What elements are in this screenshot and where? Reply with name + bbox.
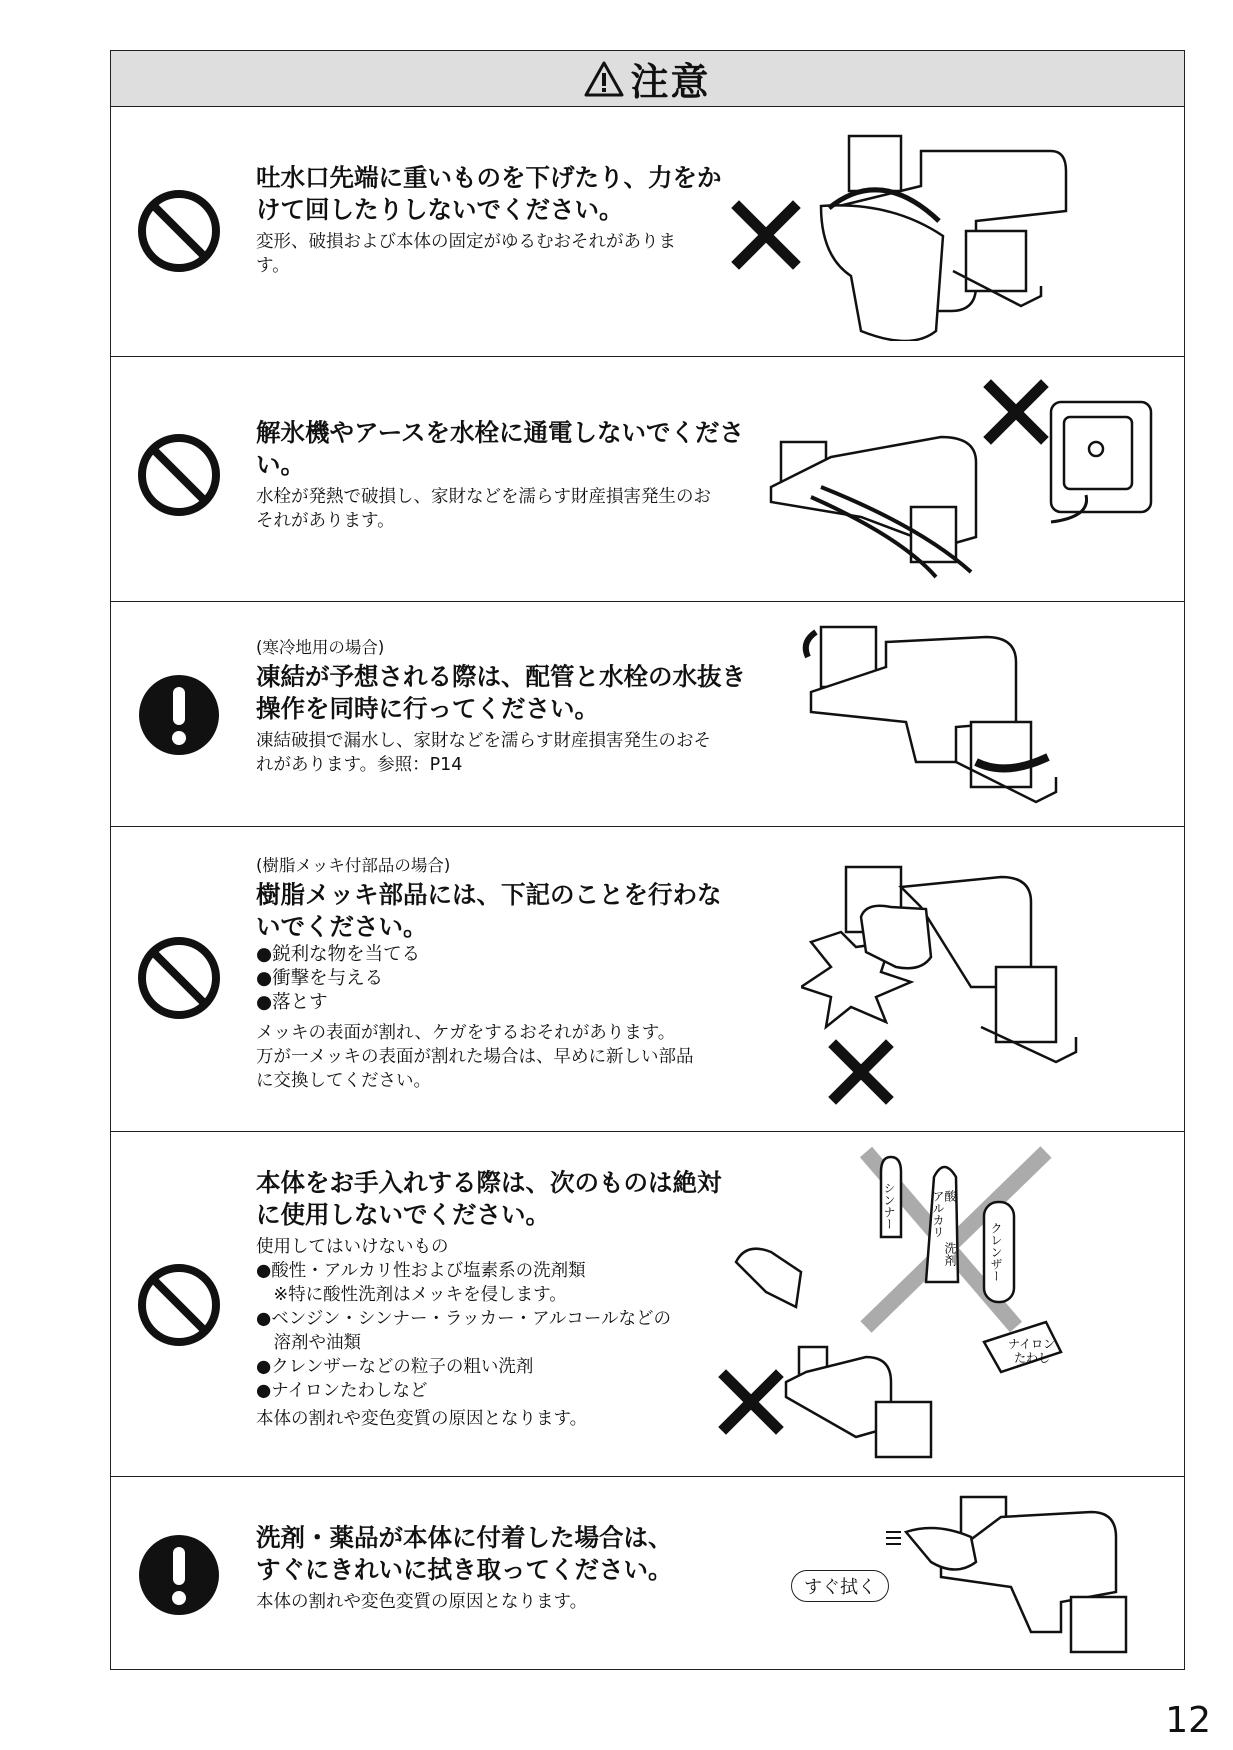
section-text <box>256 637 796 777</box>
headline-line: い。 <box>256 450 305 479</box>
list-title: 使用してはいけないもの <box>256 1237 449 1257</box>
mandatory-action-icon <box>136 1532 222 1618</box>
list-item: ●クレンザーなどの粒子の粗い洗剤 <box>256 1357 534 1377</box>
headline-line: 操作を同時に行ってください。 <box>256 694 599 723</box>
headline-line: けて回したりしないでください。 <box>256 195 624 224</box>
warning-triangle-icon <box>584 61 624 97</box>
thinner-label: シンナー <box>882 1182 896 1230</box>
bullet-item: ●衝撃を与える <box>256 968 384 989</box>
prohibition-icon <box>136 935 222 1021</box>
list-item: ※特に酸性洗剤はメッキを侵します。 <box>256 1285 567 1305</box>
mandatory-action-icon <box>136 672 222 758</box>
faucet-drain-handles-illustration <box>776 612 1166 817</box>
note-line: それがあります。 <box>256 511 395 531</box>
headline-line: に使用しないでください。 <box>256 1200 550 1229</box>
faucet-impact-illustration <box>801 847 1176 1117</box>
section-text <box>256 417 796 533</box>
note-line: に交換してください。 <box>256 1071 431 1091</box>
section-wipe-off <box>111 1476 1184 1671</box>
section-cleaning-agents <box>111 1131 1184 1476</box>
headline-line: 解氷機やアースを水栓に通電しないでくださ <box>256 418 745 447</box>
scrubber-label: たわし <box>1014 1351 1051 1365</box>
prohibition-icon <box>136 1262 222 1348</box>
section-heavy-objects <box>111 106 1184 356</box>
caution-title: 注意 <box>630 60 711 104</box>
prohibited-cleaners-illustration <box>716 1142 1181 1472</box>
bullet-item: ●鋭利な物を当てる <box>256 944 421 965</box>
section-resin-plating <box>111 826 1184 1131</box>
note-line: す。 <box>256 256 290 276</box>
note-line: 水栓が発熱で破損し、家財などを濡らす財産損害発生のお <box>256 487 711 507</box>
headline-line: 凍結が予想される際は、配管と水栓の水抜き <box>256 662 746 691</box>
caution-header <box>111 51 1184 107</box>
headline-line: 吐水口先端に重いものを下げたり、力をか <box>256 163 722 192</box>
note-line: 本体の割れや変色変質の原因となります。 <box>256 1409 588 1429</box>
note-line: 本体の割れや変色変質の原因となります。 <box>256 1592 588 1612</box>
list-item: 溶剤や油類 <box>256 1333 361 1353</box>
section-text <box>256 1167 796 1431</box>
cleanser-label: クレンザー <box>989 1222 1003 1282</box>
section-text <box>256 162 796 278</box>
headline-line: いでください。 <box>256 912 428 941</box>
prohibition-icon <box>136 432 222 518</box>
nylon-label: ナイロン <box>1008 1337 1056 1351</box>
faucet-hanging-bucket-illustration <box>721 126 1161 341</box>
list-item: ●ベンジン・シンナー・ラッカー・アルコールなどの <box>256 1309 672 1329</box>
note-line: メッキの表面が割れ、ケガをするおそれがあります。 <box>256 1023 676 1043</box>
headline-line: すぐにきれいに拭き取ってください。 <box>256 1555 673 1584</box>
section-text <box>256 1522 796 1614</box>
list-item: ●ナイロンたわしなど <box>256 1381 428 1401</box>
caution-frame <box>110 50 1185 1670</box>
page-number: 12 <box>1165 1700 1211 1741</box>
section-freezing <box>111 601 1184 826</box>
prohibition-icon <box>136 188 222 274</box>
list-item: ●酸性・アルカリ性および塩素系の洗剤類 <box>256 1261 586 1281</box>
detergent-label: 洗剤 <box>943 1242 957 1266</box>
note-line: 凍結破損で漏水し、家財などを濡らす財産損害発生のおそ <box>256 731 711 751</box>
wipe-immediately-label: すぐ拭く <box>791 1570 889 1602</box>
headline-line: 洗剤・薬品が本体に付着した場合は、 <box>256 1523 673 1552</box>
condition-label: (樹脂メッキ付部品の場合) <box>256 856 451 875</box>
bullet-item: ●落とす <box>256 992 328 1013</box>
acid-label: 酸 <box>943 1190 957 1202</box>
alkali-label: アルカリ <box>931 1190 945 1238</box>
headline-line: 本体をお手入れする際は、次のものは絶対 <box>256 1168 722 1197</box>
faucet-thawing-machine-illustration <box>751 367 1171 597</box>
headline-line: 樹脂メッキ部品には、下記のことを行わな <box>256 880 722 909</box>
note-line: 万が一メッキの表面が割れた場合は、早めに新しい部品 <box>256 1047 694 1067</box>
section-text <box>256 855 796 1093</box>
condition-label: (寒冷地用の場合) <box>256 638 385 657</box>
wipe-faucet-illustration <box>861 1492 1176 1662</box>
note-line: れがあります。参照：P14 <box>256 755 463 775</box>
note-line: 変形、破損および本体の固定がゆるむおそれがありま <box>256 232 676 252</box>
section-electric-current <box>111 356 1184 601</box>
